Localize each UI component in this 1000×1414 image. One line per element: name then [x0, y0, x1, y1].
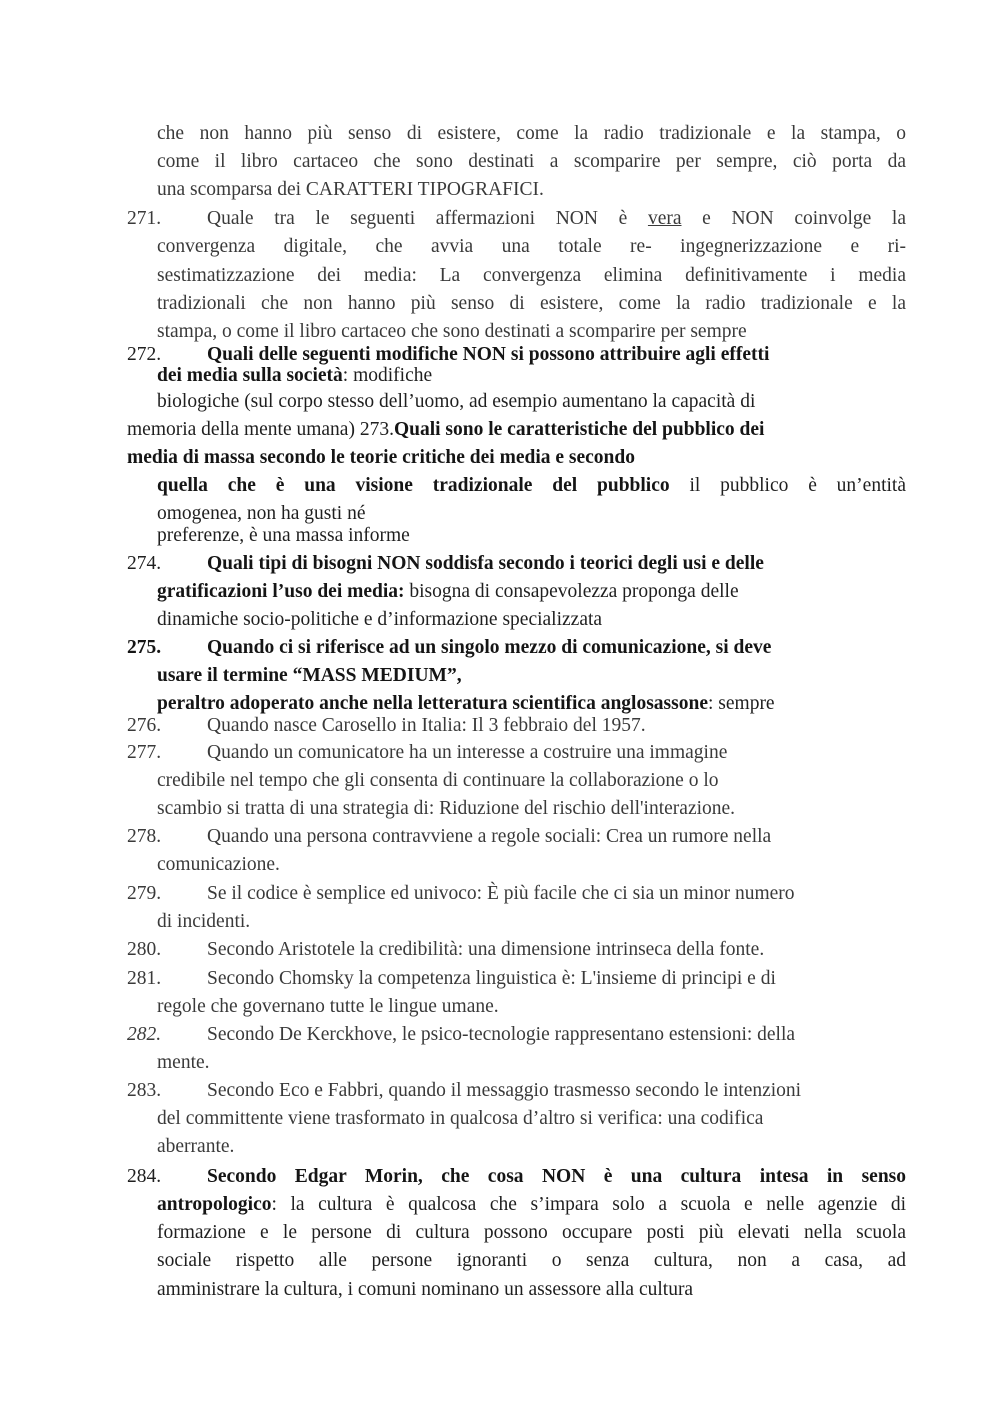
text-line: tradizionali che non hanno più senso di esistere, come la radio tradizionale e la — [157, 293, 906, 314]
text-line: Secondo De Kerckhove, le psico-tecnologie rappresentano estensioni: della — [207, 1024, 796, 1045]
text-line: scambio si tratta di una strategia di: Riduzione del rischio dell'interazione. — [157, 798, 736, 819]
item-number: 275. — [127, 637, 162, 658]
underlined-word: vera — [647, 208, 682, 229]
text-span: Quale tra le seguenti affermazioni NON è — [207, 208, 648, 229]
text-line: Quando un comunicatore ha un interesse a costruire una immagine — [207, 742, 728, 763]
question-line — [157, 472, 906, 500]
question-line — [157, 1191, 906, 1219]
text-line: Secondo Eco e Fabbri, quando il messaggio trasmesso secondo le intenzioni — [207, 1080, 802, 1101]
answer-text: bisogna di consapevolezza proponga delle — [404, 581, 739, 602]
question-text: antropologico — [157, 1194, 272, 1215]
text-line: comunicazione. — [157, 854, 280, 875]
question-text: peraltro adoperato anche nella letteratura scientifica anglosassone — [157, 693, 708, 714]
text-line: preferenze, è una massa informe — [157, 525, 410, 546]
text-line: amministrare la cultura, i comuni nominano un assessore alla cultura — [157, 1279, 694, 1300]
item-number: 278. — [127, 826, 162, 847]
question-line: Quando ci si riferisce ad un singolo mezzo di comunicazione, si deve — [207, 637, 772, 658]
item-number: 282. — [127, 1024, 162, 1045]
text-line: convergenza digitale, che avvia una totale re- ingegnerizzazione e ri- — [157, 236, 906, 257]
text-line: omogenea, non ha gusti né — [157, 503, 366, 524]
question-line: Quali delle seguenti modifiche NON si possono attribuire agli effetti — [207, 344, 770, 365]
question-text: quella che è una visione tradizionale del pubblico — [157, 475, 670, 496]
answer-text: : sempre — [707, 693, 775, 714]
text-span: memoria della mente umana) 273. — [127, 419, 394, 440]
text-line: aberrante. — [157, 1136, 235, 1157]
text-span: e NON coinvolge la — [681, 208, 906, 229]
text-line: credibile nel tempo che gli consenta di continuare la collaborazione o lo — [157, 770, 719, 791]
question-line — [157, 362, 432, 390]
item-number: 279. — [127, 883, 162, 904]
question-text: gratificazioni l’uso dei media: — [157, 581, 405, 602]
question-line: Secondo Edgar Morin, che cosa NON è una cultura intesa in senso — [207, 1166, 906, 1187]
text-line — [207, 205, 906, 233]
item-number: 276. — [127, 715, 162, 736]
item-number: 271. — [127, 208, 162, 229]
item-number: 272. — [127, 344, 162, 365]
question-line: media di massa secondo le teorie critiche dei media e secondo — [127, 447, 635, 468]
text-line: del committente viene trasformato in qualcosa d’altro si verifica: una codifica — [157, 1108, 764, 1129]
question-text: Quali sono le caratteristiche del pubblico dei — [393, 419, 765, 440]
item-number: 283. — [127, 1080, 162, 1101]
text-line: dinamiche socio-politiche e d’informazione specializzata — [157, 609, 603, 630]
text-line: Quando nasce Carosello in Italia: Il 3 febbraio del 1957. — [207, 715, 646, 736]
text-line: formazione e le persone di cultura possono occupare posti più elevati nella scuola — [157, 1222, 906, 1243]
text-line: regole che governano tutte le lingue umane. — [157, 996, 499, 1017]
text-line: mente. — [157, 1052, 210, 1073]
question-line: Quali tipi di bisogni NON soddisfa secondo i teorici degli usi e delle — [207, 553, 764, 574]
item-number: 281. — [127, 968, 162, 989]
text-line: una scomparsa dei CARATTERI TIPOGRAFICI. — [157, 179, 544, 200]
text-line: che non hanno più senso di esistere, come la radio tradizionale e la stampa, o — [157, 123, 906, 144]
answer-text: : la cultura è qualcosa che s’impara solo a scuola e nelle agenzie di — [271, 1194, 906, 1215]
question-line — [157, 578, 739, 606]
text-line: come il libro cartaceo che sono destinati a scomparire per sempre, ciò porta da — [157, 151, 906, 172]
text-line: sestimatizzazione dei media: La convergenza elimina definitivamente i media — [157, 265, 906, 286]
question-text: dei media sulla società — [157, 365, 343, 386]
text-line: Quando una persona contravviene a regole sociali: Crea un rumore nella — [207, 826, 772, 847]
answer-text: : modifiche — [342, 365, 433, 386]
text-line: Secondo Aristotele la credibilità: una dimensione intrinseca della fonte. — [207, 939, 765, 960]
text-line: Se il codice è semplice ed univoco: È più facile che ci sia un minor numero — [207, 883, 795, 904]
item-number: 277. — [127, 742, 162, 763]
item-number: 284. — [127, 1166, 162, 1187]
text-line: di incidenti. — [157, 911, 251, 932]
text-line — [127, 416, 764, 444]
item-number: 280. — [127, 939, 162, 960]
question-line: usare il termine “MASS MEDIUM”, — [157, 665, 462, 686]
text-line: sociale rispetto alle persone ignoranti o senza cultura, non a casa, ad — [157, 1250, 906, 1271]
item-number: 274. — [127, 553, 162, 574]
text-line: biologiche (sul corpo stesso dell’uomo, ad esempio aumentano la capacità di — [157, 391, 756, 412]
text-line: stampa, o come il libro cartaceo che sono destinati a scomparire per sempre — [157, 321, 747, 342]
text-line: Secondo Chomsky la competenza linguistica è: L'insieme di principi e di — [207, 968, 776, 989]
answer-text: il pubblico è un’entità — [669, 475, 906, 496]
